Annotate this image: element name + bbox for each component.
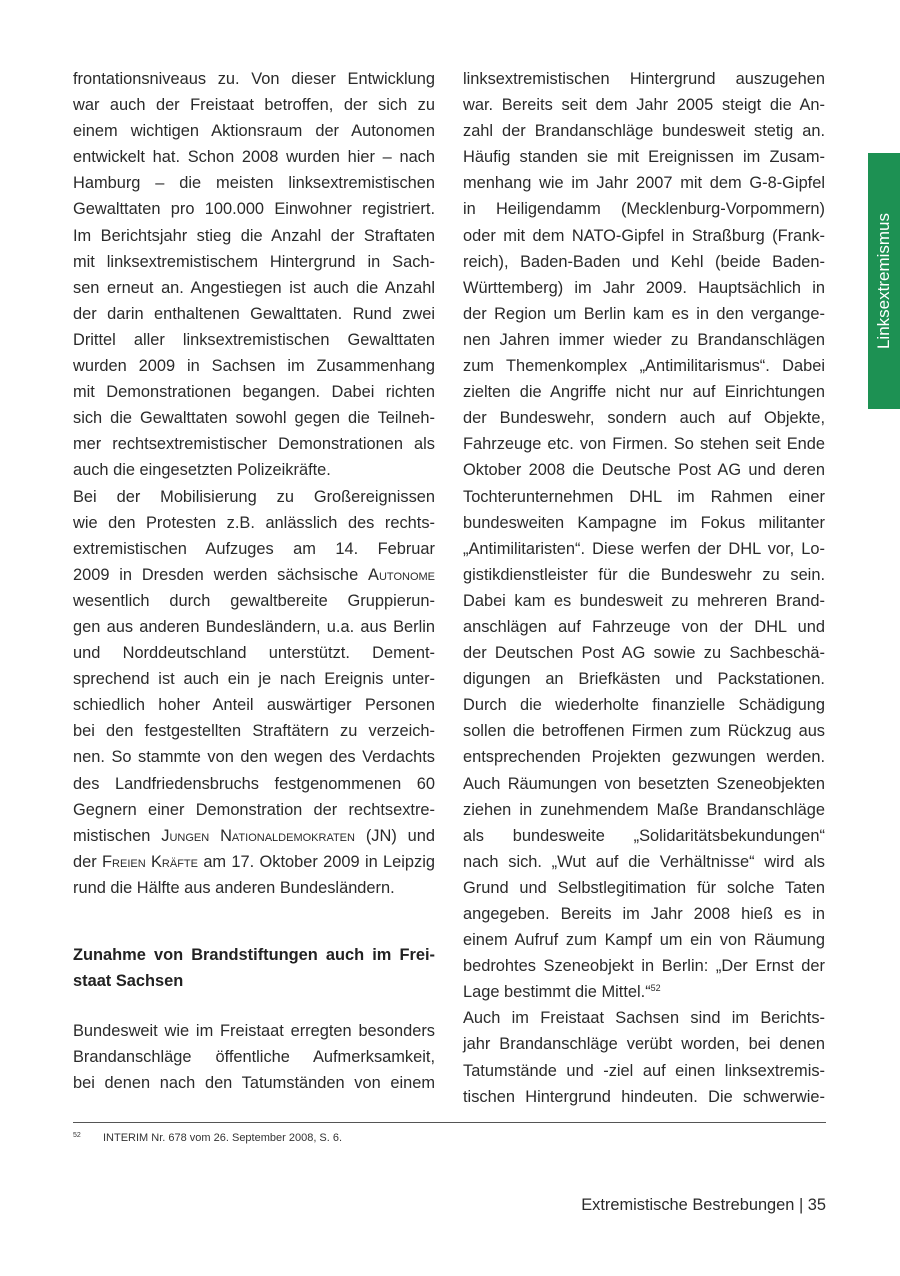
text-line bbox=[73, 562, 435, 588]
text-line: mit linksextremistischem Hintergrund in Sach- bbox=[73, 252, 435, 271]
page-footer: Extremistische Bestrebungen | 35 bbox=[581, 1196, 826, 1214]
text-line bbox=[73, 823, 435, 849]
text-segment: am 17. Oktober 2009 in Leipzig bbox=[197, 852, 435, 871]
text-line: wesentlich durch gewaltbereite Gruppierun- bbox=[73, 591, 435, 610]
text-line: in Heiligendamm (Mecklenburg-Vorpommern) bbox=[463, 200, 825, 219]
text-line: gen aus anderen Bundesländern, u.a. aus Berlin bbox=[73, 617, 435, 636]
text-line: der Bundeswehr, sondern auch auf Objekte, bbox=[463, 409, 825, 428]
text-line: bedrohtes Szeneobjekt in Berlin: „Der Ernst der bbox=[463, 957, 825, 976]
text-line: Tatumstände und -ziel auf einen linksextremis- bbox=[463, 1061, 825, 1080]
text-line: Bei der Mobilisierung zu Großereignissen bbox=[73, 487, 435, 506]
text-segment: (JN) und bbox=[354, 826, 435, 845]
text-line: Brandanschläge öffentliche Aufmerksamkeit, bbox=[73, 1048, 435, 1067]
text-line: bei den festgestellten Straftätern zu verzeich- bbox=[73, 722, 435, 741]
text-line: rund die Hälfte aus anderen Bundesländern. bbox=[73, 878, 395, 897]
footnote-number: 52 bbox=[73, 1132, 81, 1139]
text-line: wie den Protesten z.B. anlässlich des rechts- bbox=[73, 513, 435, 532]
text-line: der Deutschen Post AG sowie zu Sachbeschä- bbox=[463, 644, 825, 663]
org-name: Jungen Nationaldemokraten bbox=[161, 826, 355, 845]
footnote-reference[interactable]: 52 bbox=[650, 983, 661, 994]
text-line: sen erneut an. Angestiegen ist auch die Anzahl bbox=[73, 278, 435, 297]
text-line: angegeben. Bereits im Jahr 2008 hieß es in bbox=[463, 905, 825, 923]
text-line: Auch im Freistaat Sachsen sind im Berichts- bbox=[463, 1009, 825, 1028]
text-line: schiedlich hoher Anteil auswärtiger Personen bbox=[73, 696, 435, 715]
text-line: zielten die Angriffe nicht nur auf Einrichtungen bbox=[463, 383, 825, 402]
text-line: zahl der Brandanschläge bundesweit stetig an. bbox=[463, 122, 825, 141]
text-line: Württemberg) im Jahr 2009. Hauptsächlich in bbox=[463, 278, 825, 297]
text-line: oder mit dem NATO-Gipfel in Straßburg (Frank- bbox=[463, 226, 825, 245]
chapter-tab-label: Linksextremismus bbox=[874, 212, 893, 350]
text-line: einem Aufruf zum Kampf um ein von Räumung bbox=[463, 931, 825, 950]
text-line: des Landfriedensbruchs festgenommenen 60 bbox=[73, 774, 435, 793]
footnote-divider bbox=[73, 1122, 826, 1123]
org-name: Autonome bbox=[368, 565, 435, 584]
text-line: entsprechenden Projekten gezwungen werden. bbox=[463, 748, 825, 767]
text-line: bundesweiten Kampagne im Fokus militanter bbox=[463, 513, 825, 532]
heading-line: staat Sachsen bbox=[73, 972, 184, 990]
text-line: Hamburg – die meisten linksextremistischen bbox=[73, 174, 435, 193]
right-column bbox=[463, 66, 825, 1110]
text-line: Drittel aller linksextremistischen Gewalttaten bbox=[73, 330, 435, 349]
text-line bbox=[463, 979, 825, 1005]
text-line: Oktober 2008 die Deutsche Post AG und deren bbox=[463, 461, 825, 480]
text-line bbox=[73, 849, 435, 875]
text-line: Bundesweit wie im Freistaat erregten besonders bbox=[73, 1022, 435, 1040]
text-line: Gewalttaten pro 100.000 Einwohner registriert. bbox=[73, 200, 435, 219]
section-heading bbox=[73, 942, 435, 994]
text-line: als bundesweite „Solidaritätsbekundungen“ bbox=[463, 826, 825, 845]
text-line: der Region um Berlin kam es in den vergange- bbox=[463, 304, 825, 323]
text-line: Häufig standen sie mit Ereignissen im Zusam- bbox=[463, 148, 825, 167]
org-name: Freien Kräfte bbox=[102, 852, 198, 871]
text-line: bei denen nach den Tatumständen von einem bbox=[73, 1074, 435, 1093]
text-line: linksextremistischen Hintergrund auszugehen bbox=[463, 70, 825, 88]
text-line: Im Berichtsjahr stieg die Anzahl der Straftaten bbox=[73, 226, 435, 245]
text-line: Tochterunternehmen DHL im Rahmen einer bbox=[463, 487, 825, 506]
text-line: zum Themenkomplex „Antimilitarismus“. Dabei bbox=[463, 357, 825, 376]
text-segment: der bbox=[73, 852, 103, 871]
text-line: nen Jahren immer wieder zu Brandanschlägen bbox=[463, 330, 825, 349]
text-line: der darin enthaltenen Gewalttaten. Rund zwei bbox=[73, 304, 435, 323]
footnote bbox=[73, 1132, 342, 1144]
text-line: gistikdienstleister für die Bundeswehr zu sein. bbox=[463, 565, 825, 584]
text-line: wurden 2009 in Sachsen im Zusammenhang bbox=[73, 357, 435, 376]
text-segment: 2009 in Dresden werden sächsische bbox=[73, 565, 369, 584]
text-line: ziehen in zunehmendem Maße Brandanschläge bbox=[463, 800, 825, 819]
chapter-tab bbox=[868, 153, 900, 409]
left-column bbox=[73, 66, 435, 901]
text-line: mer rechtsextremistischer Demonstrationen als bbox=[73, 435, 435, 454]
text-segment: mistischen bbox=[73, 826, 162, 845]
text-line: sprechend ist auch ein je nach Ereignis unter- bbox=[73, 670, 435, 689]
heading-line: Zunahme von Brandstiftungen auch im Frei- bbox=[73, 946, 435, 964]
text-line: war auch der Freistaat betroffen, der sich zu bbox=[73, 96, 435, 115]
text-line: jahr Brandanschläge verübt worden, bei denen bbox=[463, 1035, 825, 1054]
text-line: nach sich. „Wut auf die Verhältnisse“ wird als bbox=[463, 852, 825, 871]
text-line: extremistischen Aufzuges am 14. Februar bbox=[73, 539, 435, 558]
text-line: Auch Räumungen von besetzten Szeneobjekten bbox=[463, 774, 825, 793]
text-line: entwickelt hat. Schon 2008 wurden hier – nach bbox=[73, 148, 435, 167]
text-line: einem wichtigen Aktionsraum der Autonomen bbox=[73, 122, 435, 141]
text-line: „Antimilitaristen“. Diese werfen der DHL vor, Lo- bbox=[463, 539, 825, 558]
text-line: Durch die wiederholte finanzielle Schädigung bbox=[463, 696, 825, 715]
text-line: sich die Gewalttaten sowohl gegen die Teilneh- bbox=[73, 409, 435, 428]
text-line: reich), Baden-Baden und Kehl (beide Baden- bbox=[463, 252, 825, 271]
text-line: mit Demonstrationen begangen. Dabei richten bbox=[73, 383, 435, 402]
text-line: Fahrzeuge etc. von Firmen. So stehen seit Ende bbox=[463, 435, 825, 454]
section-intro bbox=[73, 1018, 435, 1096]
text-line: menhang wie im Jahr 2007 mit dem G-8-Gipfel bbox=[463, 174, 825, 193]
text-line: Grund und Selbstlegitimation für solche Taten bbox=[463, 878, 825, 897]
text-line: Dabei kam es bundesweit zu mehreren Brand- bbox=[463, 591, 825, 610]
text-line: war. Bereits seit dem Jahr 2005 steigt die An- bbox=[463, 96, 825, 115]
text-line: tischen Hintergrund hindeuten. Die schwerwie- bbox=[463, 1087, 825, 1106]
text-line: sollen die betroffenen Firmen zum Rückzug aus bbox=[463, 722, 825, 741]
text-line: digungen an Briefkästen und Packstationen. bbox=[463, 670, 825, 689]
text-segment: Lage bestimmt die Mittel.“ bbox=[463, 983, 651, 1002]
text-line: Gegnern einer Demonstration der rechtsextre- bbox=[73, 800, 435, 819]
text-line: auch die eingesetzten Polizeikräfte. bbox=[73, 461, 331, 480]
text-line: und Norddeutschland unterstützt. Dement- bbox=[73, 644, 435, 663]
footnote-text: INTERIM Nr. 678 vom 26. September 2008, S. 6. bbox=[103, 1132, 343, 1144]
text-line: nen. So stammte von den wegen des Verdachts bbox=[73, 748, 435, 767]
text-line: frontationsniveaus zu. Von dieser Entwicklung bbox=[73, 70, 435, 88]
text-line: anschlägen auf Fahrzeuge von der DHL und bbox=[463, 617, 825, 636]
